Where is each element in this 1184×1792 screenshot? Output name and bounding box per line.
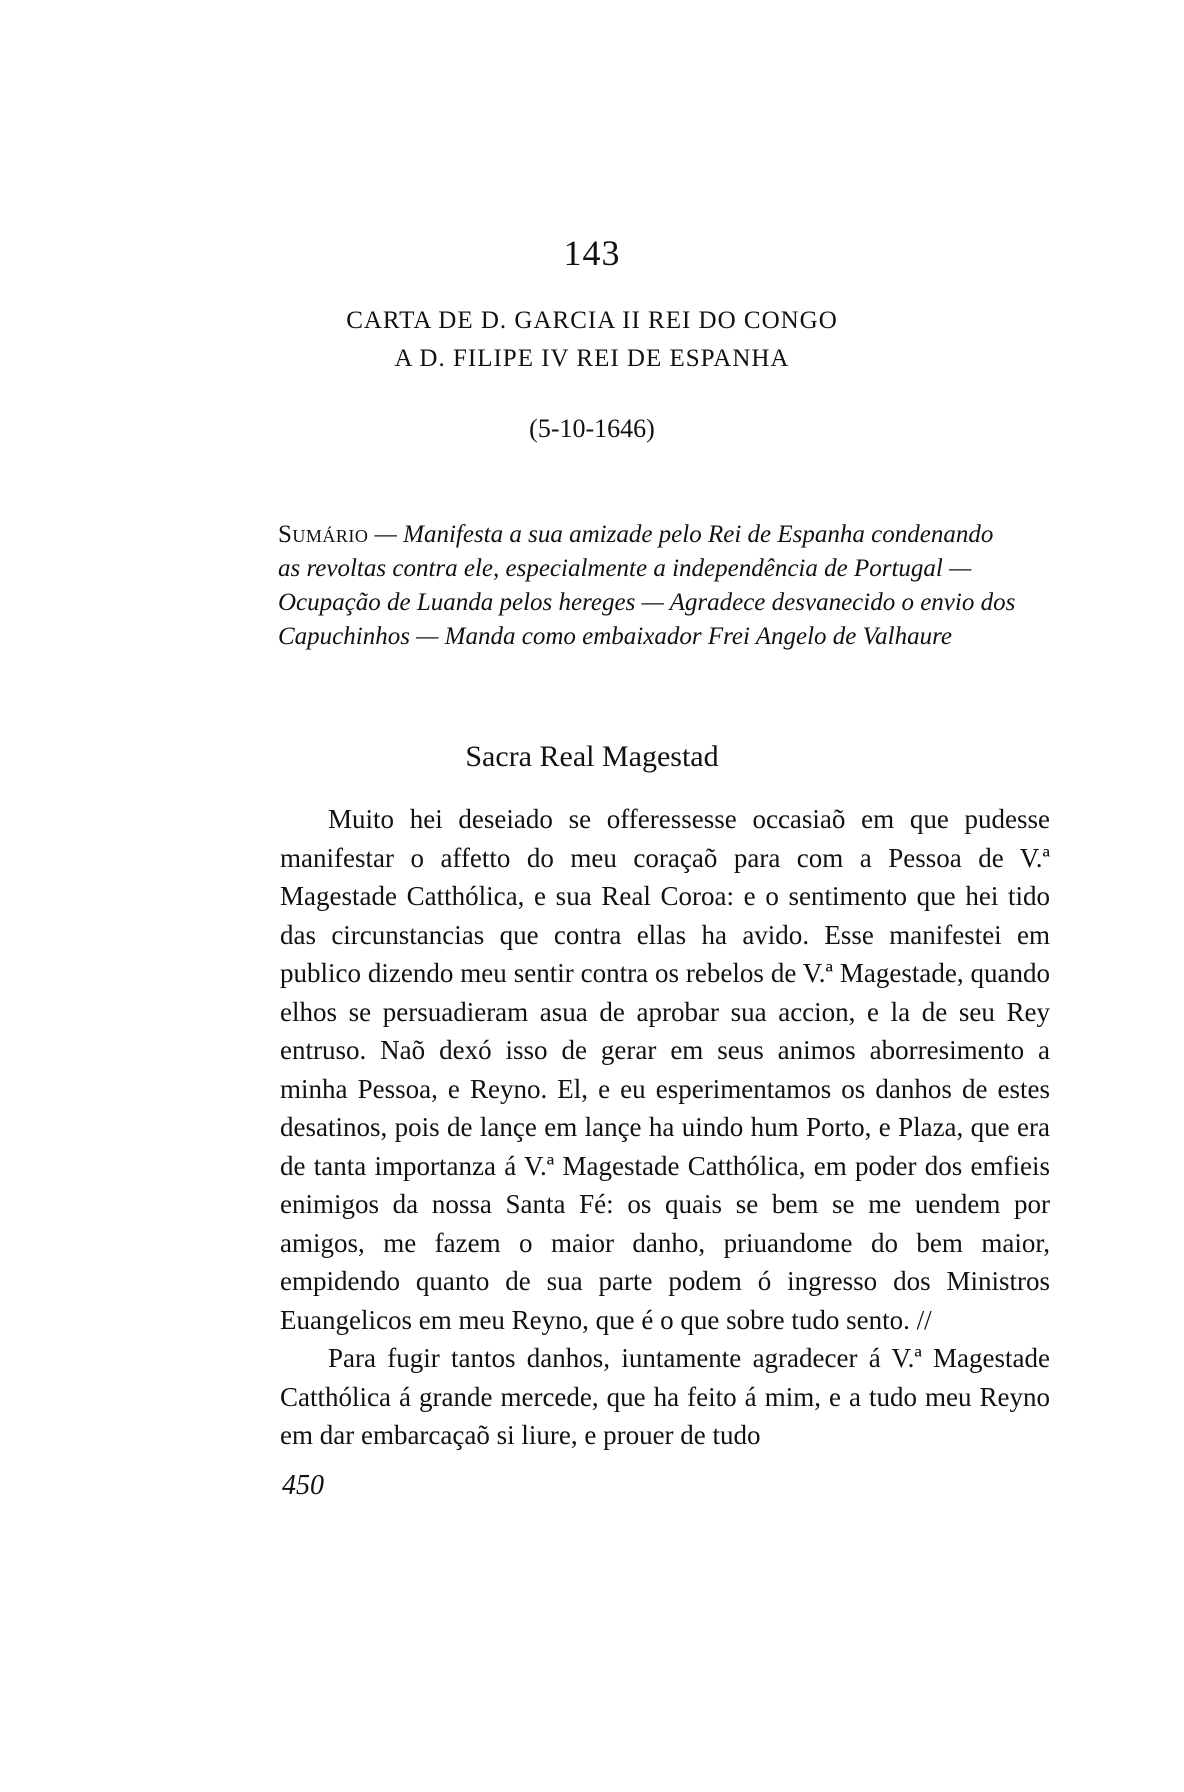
title-line-2: A D. FILIPE IV REI DE ESPANHA bbox=[394, 345, 790, 372]
letter-body bbox=[280, 800, 1050, 1455]
letter-title bbox=[0, 302, 1184, 378]
page-number: 143 bbox=[563, 233, 621, 273]
summary-block bbox=[278, 518, 1018, 654]
letter-date: (5-10-1646) bbox=[529, 414, 655, 443]
summary-label: Sumário bbox=[278, 521, 369, 548]
paragraph-1: Muito hei deseiado se offeressesse occasiaõ em que pudesse manifestar o affetto do meu coraçaõ para com a Pessoa de V.ª Magestade Catthólica, e sua Real Coroa: e o sentimento que hei tido das circunstancias que contra ellas ha avido. Esse manifestei em publico dizendo meu sentir contra os rebelos de V.ª Magestade, quando elhos se persuadieram asua de aprobar sua accion, e la de seu Rey entruso. Naõ dexó isso de gerar em seus animos aborresimento a minha Pessoa, e Reyno. El, e eu esperimentamos os danhos de estes desatinos, pois de lançe em lançe ha uindo hum Porto, e Plaza, que era de tanta importanza á V.ª Magestade Catthólica, em poder dos emfieis enimigos da nossa Santa Fé: os quais se bem se me uendem por amigos, me fazem o maior danho, priuandome do bem maior, empidendo quanto de sua parte podem ó ingresso dos Ministros Euangelicos em meu Reyno, que é o que sobre tudo sento. // bbox=[280, 804, 1050, 1335]
footer-page-number: 450 bbox=[282, 1470, 324, 1501]
title-line-1: CARTA DE D. GARCIA II REI DO CONGO bbox=[346, 307, 838, 334]
salutation: Sacra Real Magestad bbox=[465, 740, 719, 773]
summary-text: — Manifesta a sua amizade pelo Rei de Espanha condenando as revoltas contra ele, especialmente a independência de Portugal — Ocupação de Luanda pelos hereges — Agradece desvanecido o envio dos Capuchinhos — Manda como embaixador Frei Angelo de Valhaure bbox=[278, 521, 1016, 650]
paragraph-2: Para fugir tantos danhos, iuntamente agradecer á V.ª Magestade Catthólica á grande mercede, que ha feito á mim, e a tudo meu Reyno em dar embarcaçaõ si liure, e prouer de tudo bbox=[280, 1343, 1050, 1450]
